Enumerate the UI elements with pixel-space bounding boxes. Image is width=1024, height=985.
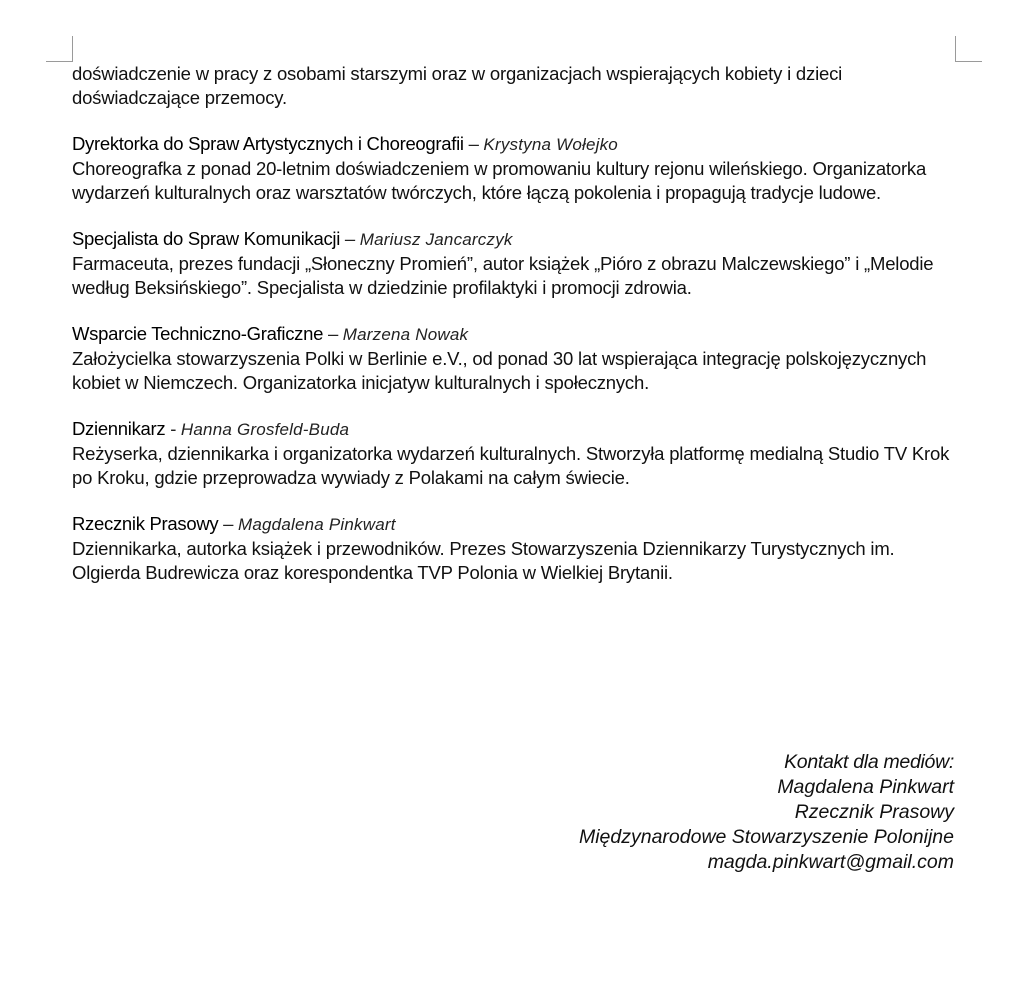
crop-mark-top-right [955, 36, 956, 62]
media-contact-block [579, 750, 954, 875]
contact-title: Kontakt dla mediów: [784, 751, 954, 773]
dash: – [344, 228, 355, 249]
section-heading [72, 417, 962, 442]
section-heading [72, 512, 962, 537]
contact-email: magda.pinkwart@gmail.com [707, 851, 954, 873]
section-heading [72, 132, 962, 157]
section-heading [72, 227, 962, 252]
team-member-section [72, 132, 962, 205]
role-title: Wsparcie Techniczno-Graficzne [72, 323, 324, 344]
intro-paragraph: doświadczenie w pracy z osobami starszymi oraz w organizacjach wspierających kobiety i dzieci doświadczające przemocy. [72, 63, 843, 108]
role-title: Rzecznik Prasowy [72, 513, 219, 534]
crop-mark-top-left [46, 61, 73, 62]
role-title: Dyrektorka do Spraw Artystycznych i Choreografii [72, 133, 464, 154]
bio-paragraph: Reżyserka, dziennikarka i organizatorka wydarzeń kulturalnych. Stworzyła platformę medialną Studio TV Krok po Kroku, gdzie przeprowadza wywiady z Polakami na całym świecie. [72, 443, 950, 488]
person-name: Magdalena Pinkwart [238, 515, 396, 534]
dash: – [327, 323, 338, 344]
team-member-section [72, 512, 962, 585]
bio-paragraph: Farmaceuta, prezes fundacji „Słoneczny Promień”, autor książek „Pióro z obrazu Malczewskiego” i „Melodie według Beksińskiego”. Specjalista w dziedzinie profilaktyki i promocji zdrowia. [72, 253, 934, 298]
bio-paragraph: Dziennikarka, autorka książek i przewodników. Prezes Stowarzyszenia Dziennikarzy Turystycznych im. Olgierda Budrewicza oraz korespondentka TVP Polonia w Wielkiej Brytanii. [72, 538, 895, 583]
bio-paragraph: Choreografka z ponad 20-letnim doświadczeniem w promowaniu kultury rejonu wileńskiego. Organizatorka wydarzeń kulturalnych oraz warsztatów twórczych, które łączą pokolenia i propagują tradycje ludowe. [72, 158, 927, 203]
document-body [72, 62, 962, 585]
team-member-section [72, 227, 962, 300]
dash: – [223, 513, 234, 534]
role-title: Specjalista do Spraw Komunikacji [72, 228, 341, 249]
person-name: Krystyna Wołejko [483, 135, 618, 154]
contact-role: Rzecznik Prasowy [794, 801, 954, 823]
dash: – [468, 133, 479, 154]
team-member-section [72, 322, 962, 395]
person-name: Marzena Nowak [342, 325, 469, 344]
bio-paragraph: Założycielka stowarzyszenia Polki w Berlinie e.V., od ponad 30 lat wspierająca integrację polskojęzycznych kobiet w Niemczech. Organizatorka inicjatyw kulturalnych i społecznych. [72, 348, 927, 393]
team-member-section [72, 417, 962, 490]
dash: - [170, 418, 177, 439]
contact-name: Magdalena Pinkwart [777, 776, 954, 798]
role-title: Dziennikarz [72, 418, 166, 439]
section-heading [72, 322, 962, 347]
contact-organization: Międzynarodowe Stowarzyszenie Polonijne [578, 826, 954, 848]
crop-mark-top-left [72, 36, 73, 62]
person-name: Mariusz Jancarczyk [359, 230, 513, 249]
person-name: Hanna Grosfeld-Buda [180, 420, 350, 439]
